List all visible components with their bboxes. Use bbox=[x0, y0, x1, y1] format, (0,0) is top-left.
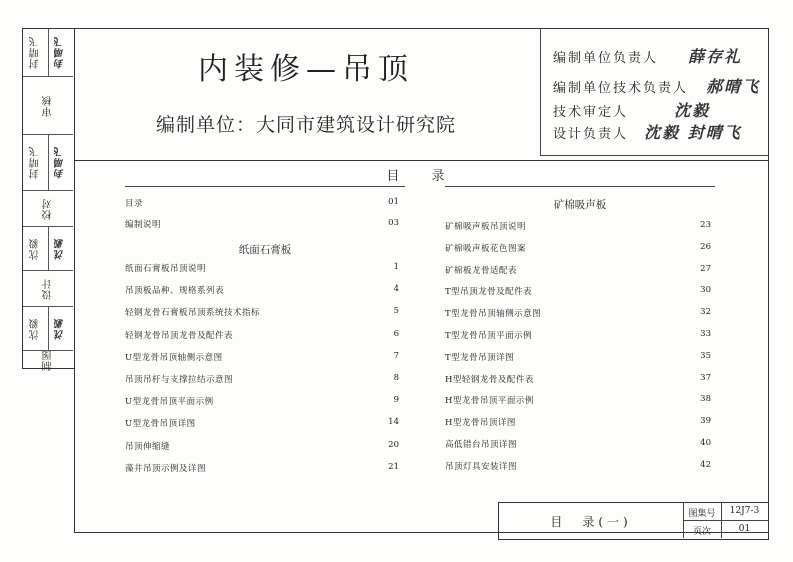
toc-entry bbox=[445, 285, 711, 299]
toc-entry bbox=[125, 218, 399, 232]
strip-signature: 沈毅 bbox=[55, 317, 66, 340]
toc-entry-page: 27 bbox=[700, 263, 711, 274]
responsible-signature: 沈毅 bbox=[674, 101, 711, 120]
toc-rule-left bbox=[125, 186, 405, 187]
toc-entry-page: 35 bbox=[700, 350, 711, 361]
responsible-signature: 沈毅 封晴飞 bbox=[644, 123, 742, 142]
toc-entry-title: 矿棉吸声板花色图案 bbox=[445, 243, 527, 254]
toc-entry bbox=[445, 351, 711, 365]
toc-entry-title: 编制说明 bbox=[125, 220, 162, 230]
toc-entry-page: 23 bbox=[700, 220, 711, 230]
responsible-label: 编制单位负责人 bbox=[553, 51, 659, 66]
page-label: 页次 bbox=[692, 527, 711, 537]
toc-section-heading: 矿棉吸声板 bbox=[553, 199, 607, 211]
toc-entry-page: 38 bbox=[700, 394, 711, 405]
header-bottom-rule bbox=[74, 160, 769, 161]
toc-entry-title: T型龙骨吊顶轴侧示意图 bbox=[445, 309, 542, 320]
toc-entry-page: 1 bbox=[393, 262, 399, 272]
toc-entry bbox=[125, 262, 399, 276]
strip-signature: 封晴飞 bbox=[55, 146, 66, 179]
toc-entry bbox=[125, 284, 399, 298]
toc-entry-title: 目录 bbox=[125, 199, 144, 209]
toc-entry-page: 30 bbox=[700, 285, 711, 296]
toc-entry bbox=[445, 460, 711, 474]
toc-entry-title: 藻井吊顶示例及详图 bbox=[125, 463, 207, 474]
strip-row bbox=[23, 227, 73, 271]
toc-entry-page: 32 bbox=[700, 307, 711, 318]
toc-entry-page: 9 bbox=[393, 395, 399, 406]
toc-entry bbox=[445, 242, 711, 256]
strip-role: 沈毅 bbox=[30, 317, 41, 340]
strip-role: 制图 bbox=[42, 349, 54, 371]
toc-entry bbox=[445, 394, 711, 408]
strip-row bbox=[23, 135, 73, 191]
toc-entry-page: 03 bbox=[388, 218, 399, 228]
toc-entry bbox=[125, 395, 399, 409]
strip-row bbox=[23, 191, 73, 227]
responsible-row bbox=[553, 44, 742, 67]
toc-heading: 目 录 bbox=[386, 169, 459, 184]
toc-entry-page: 40 bbox=[700, 438, 711, 448]
page-subtitle: 编制单位：大同市建筑设计研究院 bbox=[155, 114, 456, 136]
toc-entry-page: 5 bbox=[393, 306, 399, 317]
toc-entry-title: 高低错台吊顶详图 bbox=[445, 440, 518, 450]
strip-row bbox=[23, 271, 73, 307]
strip-row bbox=[23, 351, 73, 369]
toc-entry-title: H型轻钢龙骨及配件表 bbox=[445, 374, 534, 385]
header-divider bbox=[540, 155, 769, 156]
strip-row bbox=[23, 307, 73, 351]
strip-role: 设计 bbox=[42, 277, 54, 300]
toc-entry-title: 纸面石膏板吊顶说明 bbox=[125, 264, 207, 274]
toc-entry-title: 矿棉吸声板吊顶说明 bbox=[445, 222, 527, 232]
toc-entry-page: 8 bbox=[393, 373, 399, 383]
strip-role: 审核 bbox=[42, 94, 54, 117]
strip-signature: 封晴飞 bbox=[55, 36, 66, 69]
toc-entry-title: H型龙骨吊顶平面示例 bbox=[445, 396, 534, 407]
toc-entry-title: T型龙骨吊顶平面示例 bbox=[445, 331, 533, 341]
toc-entry-page: 6 bbox=[393, 328, 399, 339]
toc-entry bbox=[445, 264, 711, 278]
toc-entry-page: 01 bbox=[388, 197, 399, 207]
toc-entry-title: T型吊顶龙骨及配件表 bbox=[445, 287, 533, 298]
toc-entry-title: T型龙骨吊顶详图 bbox=[445, 352, 515, 363]
toc-entry-page: 21 bbox=[388, 461, 399, 472]
toc-entry bbox=[125, 462, 399, 476]
toc-entry bbox=[445, 373, 711, 387]
toc-entry bbox=[125, 329, 399, 343]
toc-entry-title: U型龙骨吊顶轴侧示意图 bbox=[125, 352, 223, 363]
toc-entry-page: 7 bbox=[393, 350, 399, 361]
strip-role: 封晴飞 bbox=[30, 146, 41, 179]
toc-entry-page: 14 bbox=[388, 417, 399, 428]
toc-entry bbox=[445, 438, 711, 452]
toc-entry bbox=[125, 197, 399, 211]
toc-entry bbox=[125, 373, 399, 387]
toc-entry-page: 26 bbox=[700, 241, 711, 252]
toc-entry-title: 矿棉板龙骨适配表 bbox=[445, 265, 518, 276]
toc-entry-title: 吊顶伸缩缝 bbox=[125, 441, 171, 452]
toc-entry-page: 39 bbox=[700, 416, 711, 427]
title-block-name: 目 录(一) bbox=[550, 515, 632, 529]
responsible-label: 设计负责人 bbox=[553, 127, 629, 142]
toc-section-heading: 纸面石膏板 bbox=[238, 244, 292, 256]
toc-entry-title: 轻钢龙骨吊顶龙骨及配件表 bbox=[125, 330, 234, 341]
title-block bbox=[498, 502, 769, 540]
toc-entry-title: 吊顶板品种、规格系列表 bbox=[125, 286, 225, 297]
toc-entry bbox=[445, 329, 711, 343]
toc-entry-title: U型龙骨吊顶详图 bbox=[125, 419, 196, 430]
strip-role: 沈毅 bbox=[30, 237, 41, 260]
atlas-label: 图集号 bbox=[688, 509, 716, 519]
toc-entry-title: 吊顶吊杆与支撑拉结示意图 bbox=[125, 375, 234, 385]
responsible-label: 技术审定人 bbox=[553, 105, 629, 120]
toc-entry bbox=[445, 416, 711, 430]
page-value: 01 bbox=[738, 524, 751, 534]
toc-entry-title: H型龙骨吊顶详图 bbox=[445, 418, 516, 429]
toc-entry bbox=[445, 307, 711, 321]
responsible-row bbox=[553, 74, 760, 97]
toc-entry-page: 42 bbox=[700, 459, 711, 470]
toc-entry-page: 37 bbox=[700, 372, 711, 383]
strip-role: 校对 bbox=[42, 197, 54, 220]
toc-rule-right bbox=[445, 186, 715, 187]
page-title: 内装修—吊顶 bbox=[198, 52, 414, 87]
atlas-value: 12J7-3 bbox=[729, 506, 760, 516]
toc-entry bbox=[445, 220, 711, 234]
responsible-row bbox=[553, 120, 742, 143]
toc-entry-page: 4 bbox=[393, 284, 399, 295]
strip-signature: 沈毅 bbox=[55, 237, 66, 260]
strip-row bbox=[23, 29, 73, 77]
toc-entry bbox=[125, 417, 399, 431]
responsible-label: 编制单位技术负责人 bbox=[553, 81, 689, 96]
strip-row bbox=[23, 77, 73, 135]
responsible-signature: 郝晴飞 bbox=[706, 77, 761, 96]
toc-entry-page: 33 bbox=[700, 329, 711, 339]
toc-entry bbox=[125, 306, 399, 320]
responsible-signature: 薛存礼 bbox=[688, 47, 743, 66]
toc-entry-title: 吊顶灯具安装详图 bbox=[445, 461, 518, 472]
responsible-row bbox=[553, 98, 710, 121]
toc-entry bbox=[125, 351, 399, 365]
strip-role: 封晴飞 bbox=[30, 36, 41, 69]
toc-entry-page: 20 bbox=[388, 439, 399, 450]
header-divider bbox=[540, 28, 541, 155]
signature-strip bbox=[22, 28, 74, 369]
toc-entry-title: U型龙骨吊顶平面示例 bbox=[125, 397, 214, 408]
toc-entry-title: 轻钢龙骨石膏板吊顶系统技术指标 bbox=[125, 308, 261, 319]
toc-entry bbox=[125, 440, 399, 454]
